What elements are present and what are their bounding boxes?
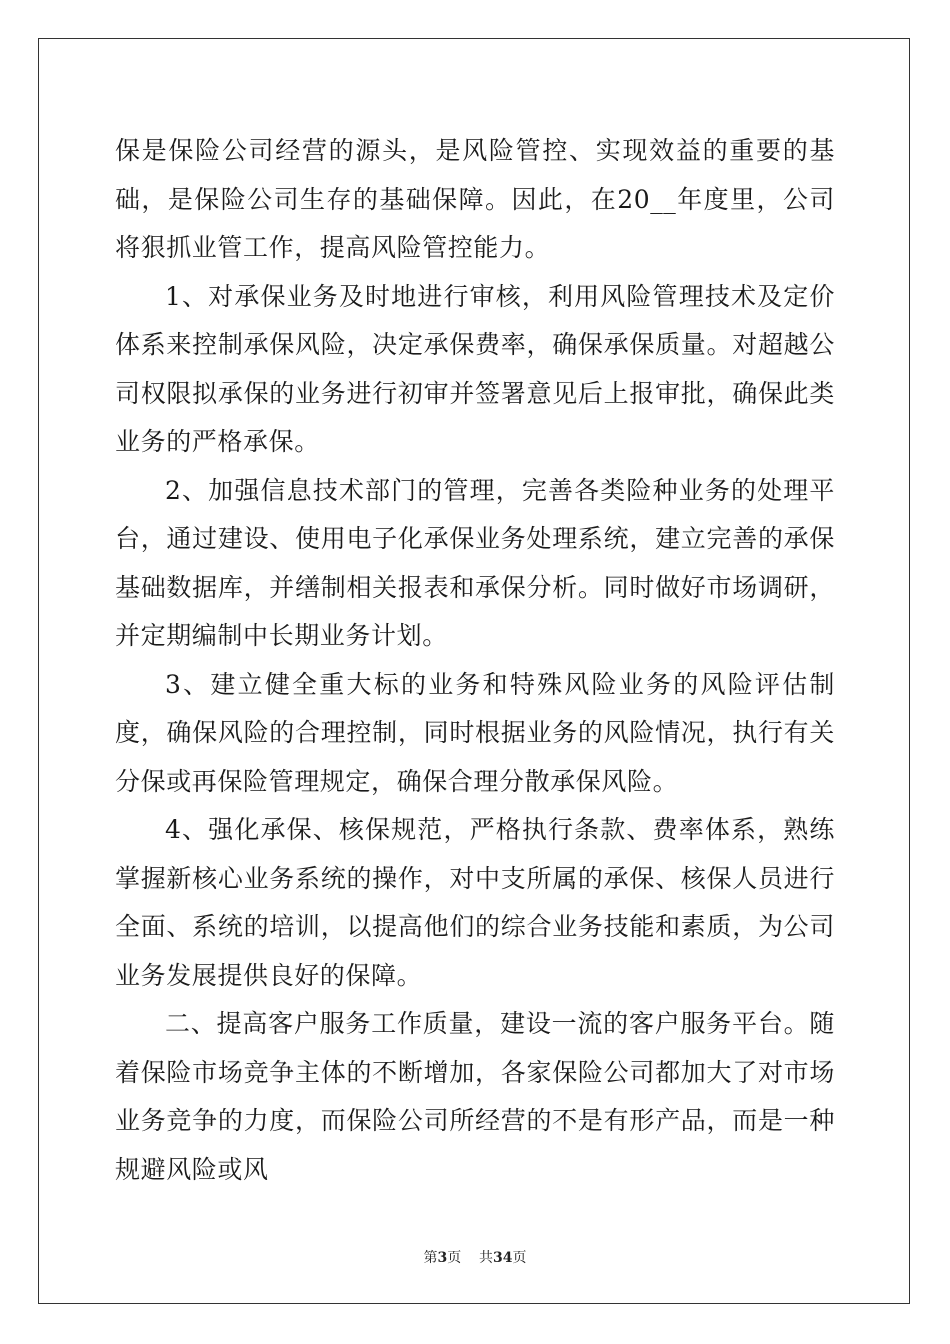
page-footer	[0, 1247, 950, 1267]
page-prefix: 第	[423, 1250, 438, 1266]
paragraph-6: 二、提高客户服务工作质量，建设一流的客户服务平台。随着保险市场竞争主体的不断增加，各家保险公司都加大了对市场业务竞争的力度，而保险公司所经营的不是有形产品，而是一种规避风险或风	[115, 1009, 835, 1184]
paragraph-4: 3、建立健全重大标的业务和特殊风险业务的风险评估制度，确保风险的合理控制，同时根据业务的风险情况，执行有关分保或再保险管理规定，确保合理分散承保风险。	[115, 669, 835, 796]
total-suffix: 页	[512, 1250, 527, 1266]
document-body	[115, 127, 835, 1194]
paragraph-1: 保是保险公司经营的源头，是风险管控、实现效益的重要的基础，是保险公司生存的基础保障。因此，在20__年度里，公司将狠抓业管工作，提高风险管控能力。	[115, 136, 835, 262]
paragraph-3: 2、加强信息技术部门的管理，完善各类险种业务的处理平台，通过建设、使用电子化承保业务处理系统，建立完善的承保基础数据库，并缮制相关报表和承保分析。同时做好市场调研，并定期编制中长期业务计划。	[115, 475, 835, 650]
paragraph-5: 4、强化承保、核保规范，严格执行条款、费率体系，熟练掌握新核心业务系统的操作，对中支所属的承保、核保人员进行全面、系统的培训，以提高他们的综合业务技能和素质，为公司业务发展提供良好的保障。	[115, 815, 835, 990]
paragraph-2: 1、对承保业务及时地进行审核，利用风险管理技术及定价体系来控制承保风险，决定承保费率，确保承保质量。对超越公司权限拟承保的业务进行初审并签署意见后上报审批，确保此类业务的严格承保。	[115, 281, 835, 456]
total-page-number: 34	[493, 1250, 513, 1266]
total-prefix: 共	[479, 1250, 494, 1266]
page-suffix: 页	[447, 1250, 462, 1266]
current-page-number: 3	[437, 1250, 448, 1266]
